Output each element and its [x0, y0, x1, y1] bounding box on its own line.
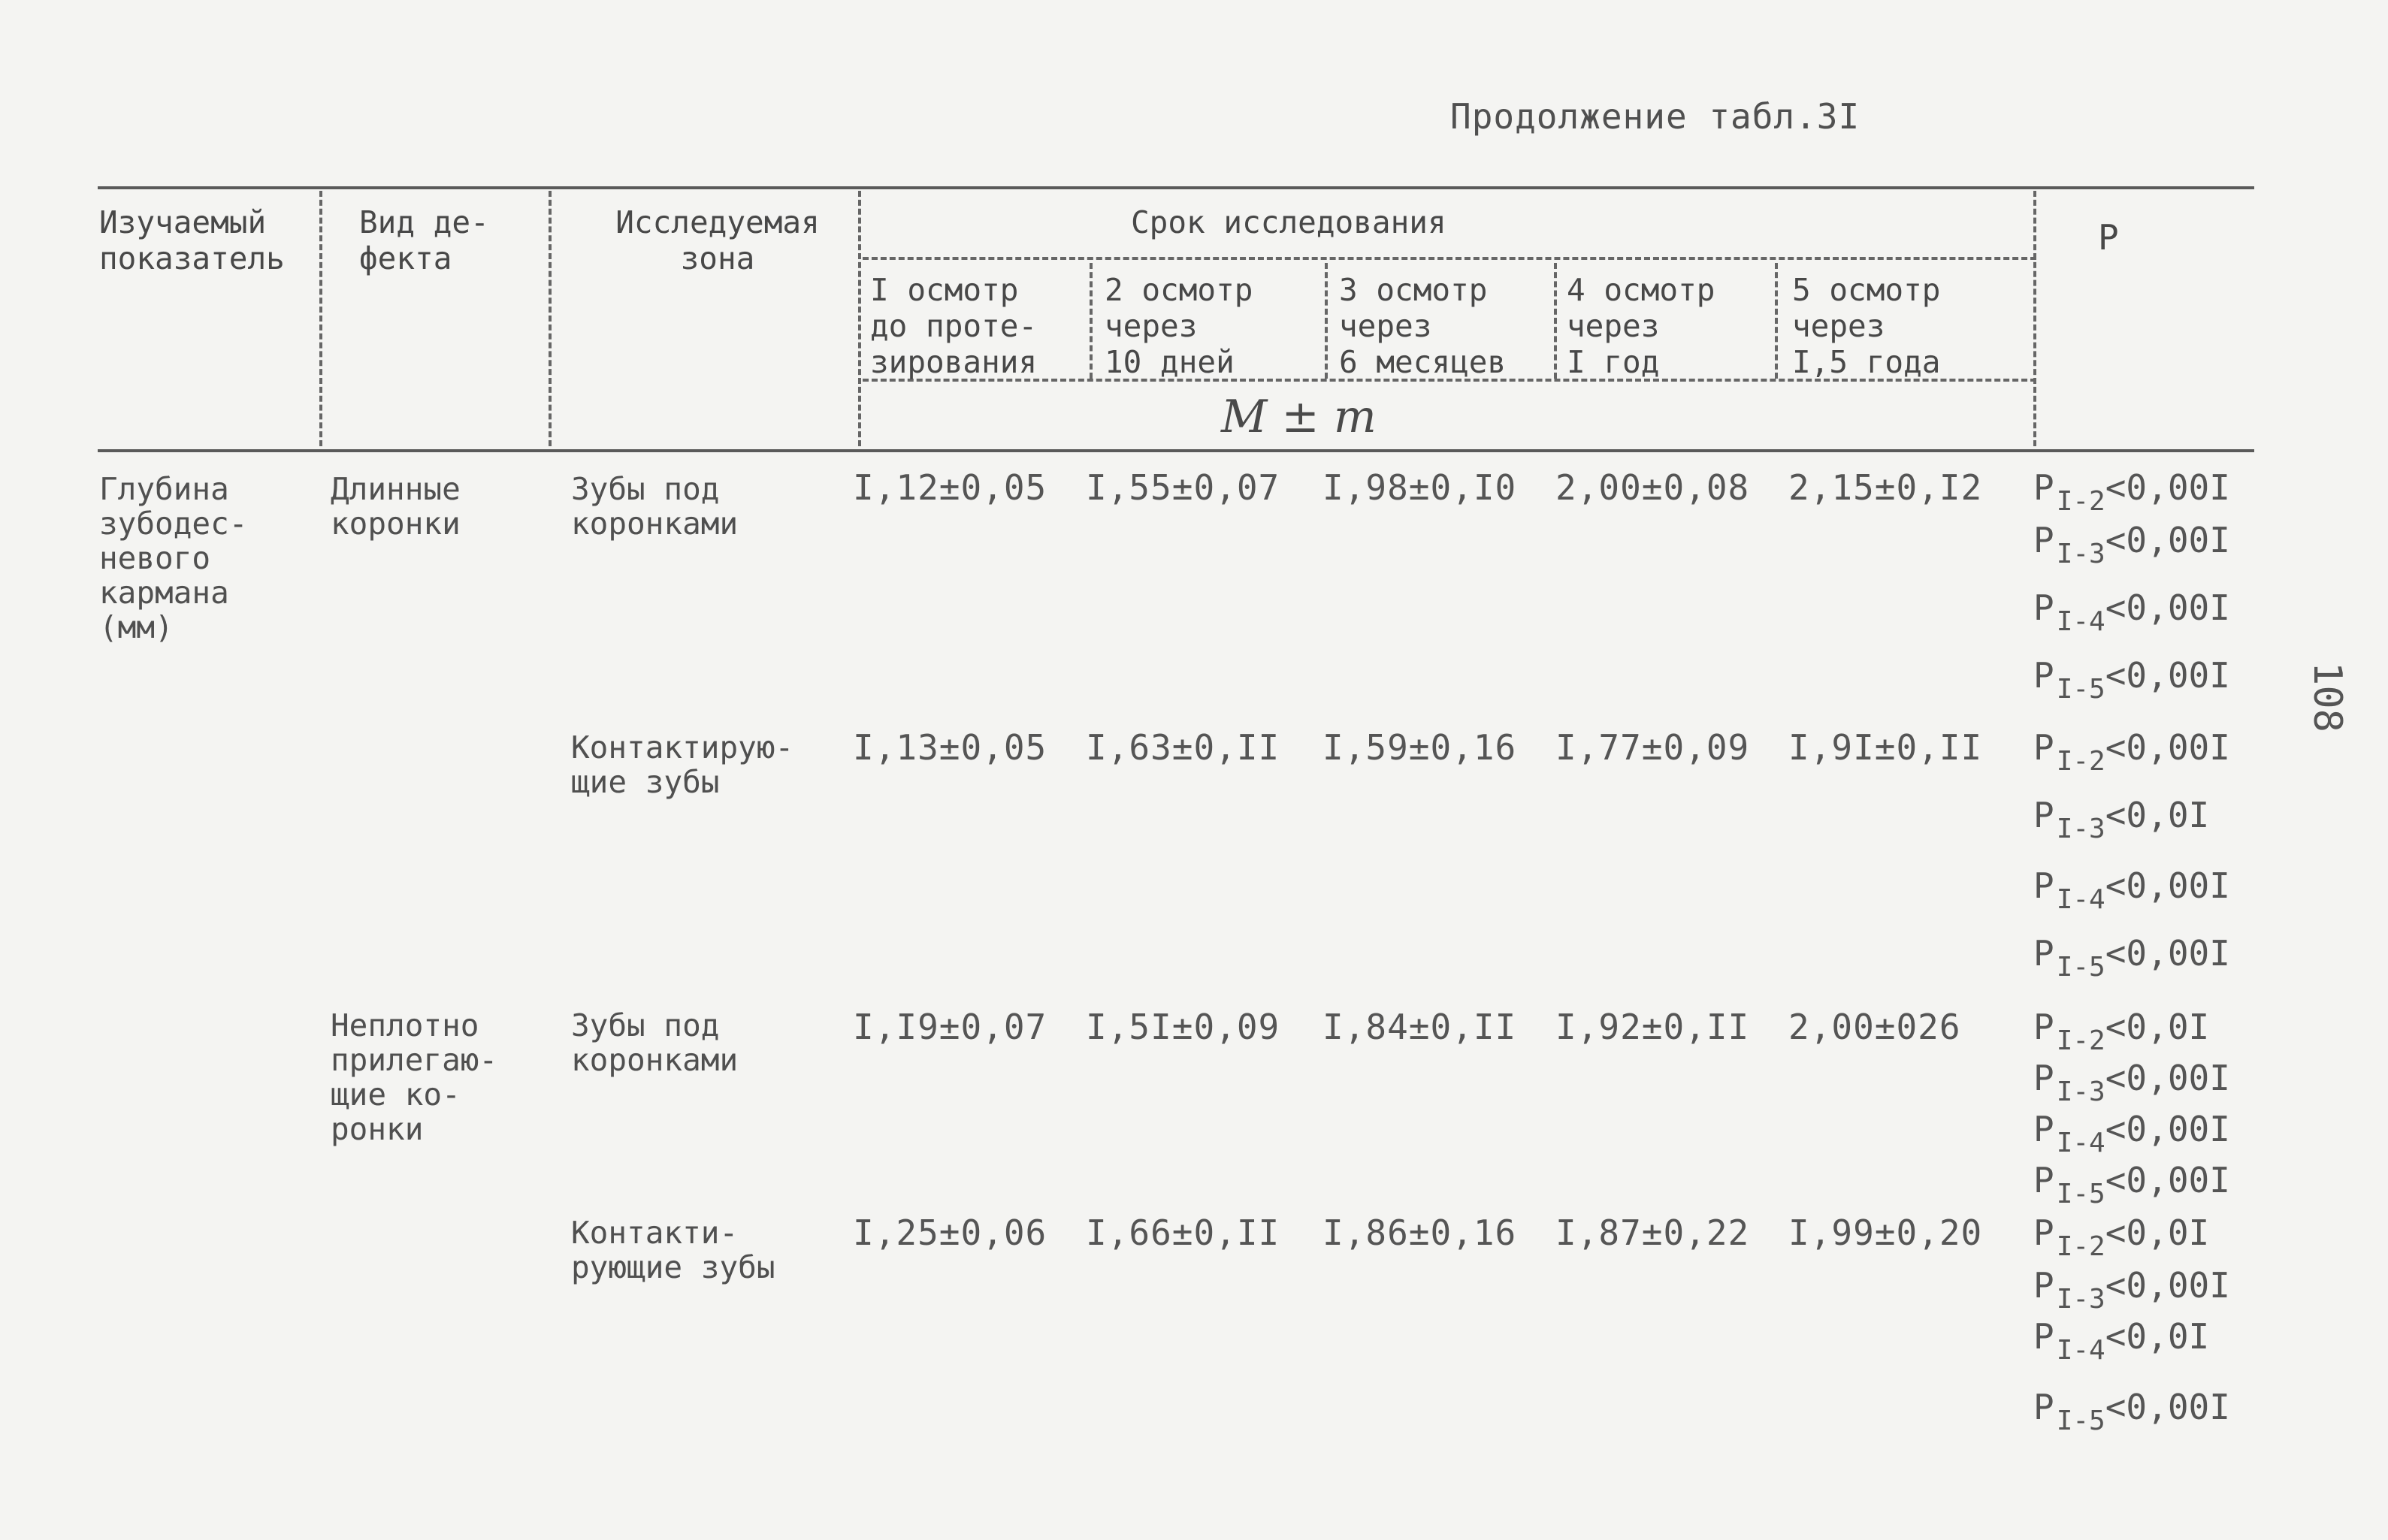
value-cell: I,92±0,II [1555, 1007, 1750, 1047]
value-cell: I,59±0,16 [1322, 727, 1517, 768]
value-cell: I,I9±0,07 [853, 1007, 1047, 1047]
header-visit-3: 3 осмотр через 6 месяцев [1339, 272, 1507, 380]
header-visit-2: 2 осмотр через 10 дней [1105, 272, 1253, 380]
indicator-label: Глубина зубодес- невого кармана (мм) [99, 471, 248, 645]
value-cell: I,99±0,20 [1788, 1212, 1983, 1253]
header-visit-1: I осмотр до проте- зирования [870, 272, 1038, 380]
p-value: $P_{I-4}<0,00I$ [2033, 587, 2230, 637]
p-value: $P_{I-3}<0,00I$ [2033, 1058, 2230, 1107]
header-period: Срок исследования [1131, 204, 1446, 240]
table-caption: Продолжение табл.3I [1450, 96, 1861, 137]
zone-label-1-1: Зубы под коронками [571, 471, 739, 542]
p-value: $P_{I-5}<0,00I$ [2033, 655, 2230, 705]
header-visit-5: 5 осмотр через I,5 года [1792, 272, 1941, 380]
p-value: $P_{I-4}<0,00I$ [2033, 1109, 2230, 1158]
divider-8 [2033, 191, 2036, 446]
page-number: 108 [2304, 662, 2350, 732]
divider-2 [549, 191, 552, 446]
p-value: $P_{I-3}<0,00I$ [2033, 1265, 2230, 1315]
value-cell: 2,00±0,08 [1555, 467, 1750, 508]
value-cell: I,86±0,16 [1322, 1212, 1517, 1253]
header-zone: Исследуемая зона [615, 204, 820, 276]
p-value: $P_{I-2}<0,0I$ [2033, 1212, 2210, 1262]
zone-label-2-2: Контакти- рующие зубы [571, 1215, 775, 1285]
value-cell: I,98±0,I0 [1322, 467, 1517, 508]
period-rule [863, 257, 2036, 260]
header-visit-4: 4 осмотр через I год [1567, 272, 1715, 380]
p-value: $P_{I-2}<0,00I$ [2033, 467, 2230, 517]
p-value: $P_{I-4}<0,0I$ [2033, 1316, 2210, 1366]
p-value: $P_{I-5}<0,00I$ [2033, 1387, 2230, 1436]
divider-7 [1775, 263, 1778, 379]
unit-mean-error: M ± m [1221, 391, 1377, 443]
p-value: $P_{I-4}<0,00I$ [2033, 865, 2230, 915]
p-value: $P_{I-3}<0,0I$ [2033, 795, 2210, 844]
value-cell: I,9I±0,II [1788, 727, 1983, 768]
zone-label-2-1: Зубы под коронками [571, 1007, 739, 1078]
value-cell: 2,00±026 [1788, 1007, 1961, 1047]
divider-1 [319, 191, 322, 446]
value-cell: I,87±0,22 [1555, 1212, 1750, 1253]
p-value: $P_{I-5}<0,00I$ [2033, 933, 2230, 983]
value-cell: I,12±0,05 [853, 467, 1047, 508]
header-indicator: Изучаемый показатель [99, 204, 285, 276]
header-p: P [2098, 217, 2119, 258]
value-cell: I,55±0,07 [1086, 467, 1280, 508]
defect-label-2: Неплотно прилегаю- щие ко- ронки [331, 1007, 498, 1147]
divider-6 [1554, 263, 1557, 379]
p-value: $P_{I-2}<0,0I$ [2033, 1007, 2210, 1056]
value-cell: I,66±0,II [1086, 1212, 1280, 1253]
value-cell: I,5I±0,09 [1086, 1007, 1280, 1047]
value-cell: 2,15±0,I2 [1788, 467, 1983, 508]
header-top-rule [98, 186, 2254, 189]
p-value: $P_{I-2}<0,00I$ [2033, 727, 2230, 777]
value-cell: I,13±0,05 [853, 727, 1047, 768]
header-defect: Вид де- фекта [359, 204, 489, 276]
divider-4 [1090, 263, 1093, 379]
value-cell: I,77±0,09 [1555, 727, 1750, 768]
value-cell: I,63±0,II [1086, 727, 1280, 768]
header-bottom-rule [98, 449, 2254, 452]
p-value: $P_{I-3}<0,00I$ [2033, 520, 2230, 569]
divider-5 [1325, 263, 1328, 379]
zone-label-1-2: Контактирую- щие зубы [571, 729, 794, 800]
value-cell: I,84±0,II [1322, 1007, 1517, 1047]
defect-label-1: Длинные коронки [331, 471, 461, 542]
value-cell: I,25±0,06 [853, 1212, 1047, 1253]
divider-3 [858, 191, 861, 446]
p-value: $P_{I-5}<0,00I$ [2033, 1160, 2230, 1209]
